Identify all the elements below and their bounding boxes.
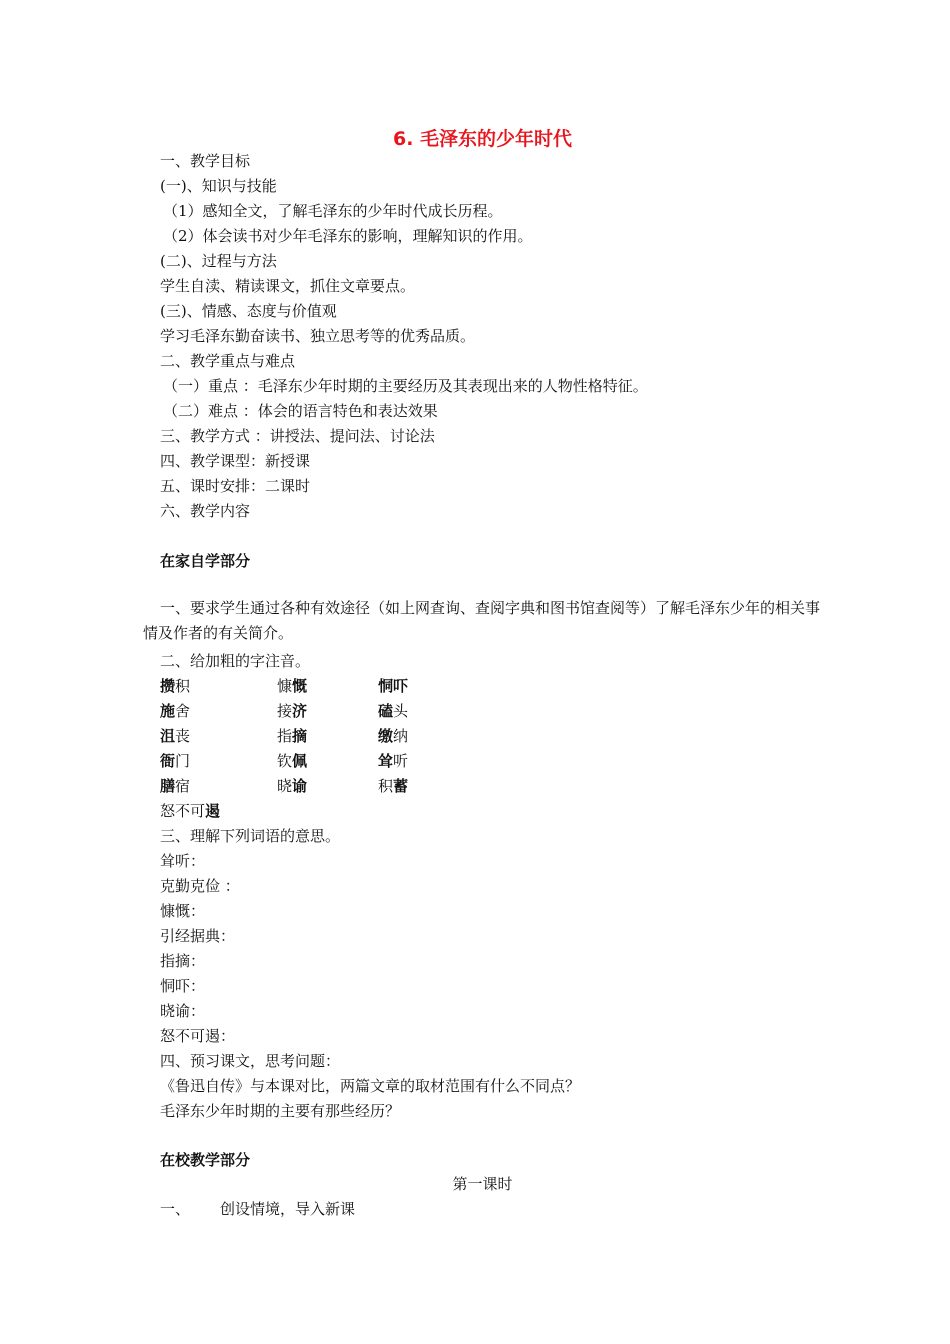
word-bold: 衙	[160, 752, 176, 770]
home-task-4: 四、预习课文，思考问题：	[160, 1052, 341, 1070]
word-bold: 蓄	[393, 777, 409, 795]
word-item	[277, 776, 307, 796]
term-item: 指摘：	[160, 952, 206, 970]
term-item: 耸听：	[160, 852, 206, 870]
emotion-heading: (三)、情感、态度与价值观	[160, 302, 337, 320]
word-plain: 指	[277, 727, 293, 745]
word-plain: 怒不可	[160, 802, 206, 820]
word-item	[160, 776, 190, 796]
key-focus: （一）重点 ：毛泽东少年时期的主要经历及其表现出来的人物性格特征。	[163, 377, 648, 395]
word-bold: 遏	[205, 802, 221, 820]
word-item	[378, 726, 408, 746]
term-item: 恫吓：	[160, 977, 206, 995]
emotion-item: 学习毛泽东勤奋读书、独立思考等的优秀品质。	[160, 327, 476, 345]
word-bold: 慨	[292, 677, 308, 695]
knowledge-heading: (一)、知识与技能	[160, 177, 277, 195]
knowledge-item-2: （2）体会读书对少年毛泽东的影响，理解知识的作用。	[163, 227, 533, 245]
document-title: 6. 毛泽东的少年时代	[392, 128, 573, 150]
word-bold: 施	[160, 702, 176, 720]
word-plain: 纳	[393, 727, 409, 745]
word-plain: 积	[175, 677, 191, 695]
word-plain: 头	[393, 702, 409, 720]
key-heading: 二、教学重点与难点	[160, 352, 296, 370]
term-item: 引经据典：	[160, 927, 236, 945]
word-plain: 丧	[175, 727, 191, 745]
question-1: 《鲁迅自传》与本课对比，两篇文章的取材范围有什么不同点？	[160, 1077, 581, 1095]
step-text: 创设情境，导入新课	[220, 1200, 356, 1218]
home-study-heading: 在家自学部分	[160, 552, 251, 570]
teaching-content: 六、教学内容	[160, 502, 251, 520]
word-bold: 耸	[378, 752, 394, 770]
word-plain: 钦	[277, 752, 293, 770]
word-plain: 晓	[277, 777, 293, 795]
goals-heading: 一、教学目标	[160, 152, 251, 170]
question-2: 毛泽东少年时期的主要有那些经历？	[160, 1102, 401, 1120]
word-plain: 宿	[175, 777, 191, 795]
lesson-heading: 第一课时	[452, 1175, 513, 1193]
term-item: 怒不可遏：	[160, 1027, 236, 1045]
home-task-3: 三、理解下列词语的意思。	[160, 827, 341, 845]
word-item	[160, 726, 190, 746]
word-bold: 恫吓	[378, 677, 409, 695]
word-bold: 谕	[292, 777, 308, 795]
school-teaching-heading: 在校教学部分	[160, 1151, 251, 1169]
word-bold: 膳	[160, 777, 176, 795]
process-heading: (二)、过程与方法	[160, 252, 277, 270]
word-plain: 慷	[277, 677, 293, 695]
word-item	[378, 776, 408, 796]
word-plain: 接	[277, 702, 293, 720]
word-plain: 门	[175, 752, 191, 770]
term-item: 克勤克俭 ：	[160, 877, 240, 895]
word-bold: 缴	[378, 727, 394, 745]
step-row	[160, 1199, 355, 1219]
word-item	[160, 701, 190, 721]
word-plain: 听	[393, 752, 409, 770]
knowledge-item-1: （1）感知全文，了解毛泽东的少年时代成长历程。	[163, 202, 503, 220]
word-item	[160, 676, 190, 696]
home-task-2: 二、给加粗的字注音。	[160, 652, 311, 670]
word-item	[277, 701, 307, 721]
word-bold: 济	[292, 702, 308, 720]
word-bold: 沮	[160, 727, 176, 745]
term-item: 慷慨：	[160, 902, 206, 920]
word-plain: 积	[378, 777, 394, 795]
process-item: 学生自渎、精读课文，抓住文章要点。	[160, 277, 416, 295]
word-item	[277, 751, 307, 771]
word-item	[378, 701, 408, 721]
word-item	[277, 726, 307, 746]
word-bold: 磕	[378, 702, 394, 720]
word-item	[378, 676, 408, 696]
word-item	[378, 751, 408, 771]
word-plain: 舍	[175, 702, 191, 720]
lesson-type: 四、教学课型：新授课	[160, 452, 311, 470]
home-task-1: 一、要求学生通过各种有效途径（如上网查询、查阅字典和图书馆查阅等）了解毛泽东少年的相关事情及作者的有关简介。	[143, 599, 821, 642]
word-bold: 摘	[292, 727, 308, 745]
teaching-method: 三、教学方式 ：讲授法、提问法、讨论法	[160, 427, 435, 445]
step-number: 一、	[160, 1200, 191, 1218]
key-difficulty: （二）难点 ：体会的语言特色和表达效果	[163, 402, 438, 420]
word-item	[160, 801, 220, 821]
word-bold: 佩	[292, 752, 308, 770]
word-item	[277, 676, 307, 696]
word-bold: 攒	[160, 677, 176, 695]
lesson-time: 五、课时安排：二课时	[160, 477, 311, 495]
word-item	[160, 751, 190, 771]
term-item: 晓谕：	[160, 1002, 206, 1020]
